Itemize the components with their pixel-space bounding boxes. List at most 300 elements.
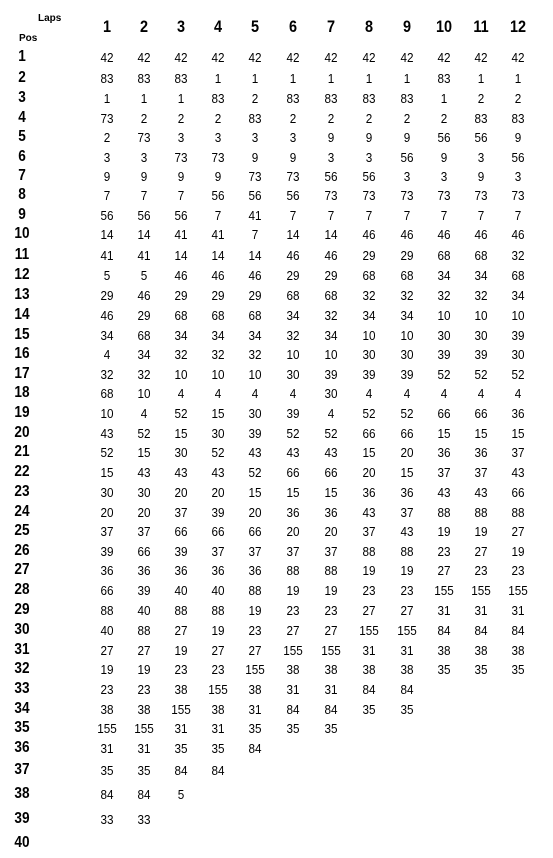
table-cell: 83 bbox=[511, 111, 525, 126]
table-cell: 4 bbox=[365, 386, 373, 401]
table-cell: 84 bbox=[400, 682, 414, 697]
position-label-30: 30 bbox=[14, 621, 30, 638]
table-cell: 15 bbox=[211, 406, 225, 421]
table-cell: 3 bbox=[365, 150, 373, 165]
table-cell: 33 bbox=[137, 812, 151, 827]
table-cell: 31 bbox=[324, 682, 338, 697]
table-cell: 68 bbox=[324, 288, 338, 303]
table-cell: 36 bbox=[511, 406, 525, 421]
position-label-22: 22 bbox=[14, 463, 30, 480]
table-cell: 31 bbox=[211, 721, 225, 736]
table-cell: 43 bbox=[100, 426, 114, 441]
table-cell: 43 bbox=[324, 445, 338, 460]
table-cell: 46 bbox=[437, 227, 451, 242]
table-cell: 30 bbox=[137, 485, 151, 500]
table-cell: 73 bbox=[362, 188, 376, 203]
table-cell: 31 bbox=[248, 702, 262, 717]
table-cell: 23 bbox=[137, 682, 151, 697]
table-cell: 9 bbox=[327, 130, 335, 145]
table-cell: 19 bbox=[137, 662, 151, 677]
table-cell: 56 bbox=[400, 150, 414, 165]
table-cell: 88 bbox=[362, 544, 376, 559]
table-cell: 42 bbox=[362, 50, 376, 65]
table-cell: 9 bbox=[403, 130, 411, 145]
table-cell: 155 bbox=[134, 721, 154, 736]
table-cell: 84 bbox=[474, 623, 488, 638]
table-cell: 29 bbox=[324, 268, 338, 283]
table-cell: 37 bbox=[100, 524, 114, 539]
table-cell: 39 bbox=[100, 544, 114, 559]
table-cell: 23 bbox=[400, 583, 414, 598]
table-cell: 1 bbox=[477, 71, 485, 86]
position-label-3: 3 bbox=[18, 89, 26, 106]
table-cell: 68 bbox=[511, 268, 525, 283]
position-label-13: 13 bbox=[14, 286, 30, 303]
table-cell: 84 bbox=[286, 702, 300, 717]
table-cell: 4 bbox=[327, 406, 335, 421]
table-cell: 29 bbox=[362, 248, 376, 263]
table-cell: 10 bbox=[437, 308, 451, 323]
table-cell: 3 bbox=[403, 169, 411, 184]
table-cell: 35 bbox=[400, 702, 414, 717]
table-cell: 20 bbox=[400, 445, 414, 460]
table-cell: 14 bbox=[137, 227, 151, 242]
table-cell: 30 bbox=[511, 347, 525, 362]
table-cell: 36 bbox=[211, 563, 225, 578]
table-cell: 20 bbox=[100, 505, 114, 520]
table-cell: 9 bbox=[140, 169, 148, 184]
table-cell: 43 bbox=[286, 445, 300, 460]
lap-header-3: 3 bbox=[176, 17, 186, 36]
table-cell: 29 bbox=[137, 308, 151, 323]
table-cell: 27 bbox=[174, 623, 188, 638]
table-cell: 37 bbox=[174, 505, 188, 520]
table-cell: 52 bbox=[362, 406, 376, 421]
table-cell: 27 bbox=[324, 623, 338, 638]
table-cell: 73 bbox=[324, 188, 338, 203]
table-cell: 34 bbox=[324, 328, 338, 343]
table-cell: 88 bbox=[137, 623, 151, 638]
table-cell: 1 bbox=[140, 91, 148, 106]
table-cell: 2 bbox=[514, 91, 522, 106]
table-cell: 155 bbox=[245, 662, 265, 677]
lap-header-2: 2 bbox=[139, 17, 149, 36]
table-cell: 56 bbox=[211, 188, 225, 203]
table-cell: 2 bbox=[477, 91, 485, 106]
table-cell: 30 bbox=[400, 347, 414, 362]
position-label-40: 40 bbox=[14, 834, 30, 851]
table-cell: 84 bbox=[137, 787, 151, 802]
table-cell: 88 bbox=[100, 603, 114, 618]
table-cell: 3 bbox=[327, 150, 335, 165]
position-label-8: 8 bbox=[18, 186, 26, 203]
table-cell: 27 bbox=[400, 603, 414, 618]
table-cell: 38 bbox=[400, 662, 414, 677]
table-cell: 9 bbox=[177, 169, 185, 184]
position-label-1: 1 bbox=[18, 48, 26, 65]
table-cell: 1 bbox=[514, 71, 522, 86]
table-cell: 10 bbox=[248, 367, 262, 382]
table-cell: 88 bbox=[174, 603, 188, 618]
table-cell: 14 bbox=[248, 248, 262, 263]
position-label-18: 18 bbox=[14, 384, 30, 401]
table-cell: 68 bbox=[362, 268, 376, 283]
table-cell: 39 bbox=[137, 583, 151, 598]
table-cell: 38 bbox=[174, 682, 188, 697]
table-cell: 4 bbox=[477, 386, 485, 401]
table-cell: 32 bbox=[211, 347, 225, 362]
lap-header-6: 6 bbox=[288, 17, 298, 36]
table-cell: 56 bbox=[174, 208, 188, 223]
table-cell: 30 bbox=[100, 485, 114, 500]
position-label-14: 14 bbox=[14, 306, 30, 323]
table-cell: 15 bbox=[174, 426, 188, 441]
table-cell: 37 bbox=[400, 505, 414, 520]
table-cell: 46 bbox=[286, 248, 300, 263]
table-cell: 32 bbox=[511, 248, 525, 263]
table-cell: 20 bbox=[174, 485, 188, 500]
table-cell: 30 bbox=[211, 426, 225, 441]
table-cell: 68 bbox=[100, 386, 114, 401]
table-cell: 68 bbox=[286, 288, 300, 303]
lap-header-8: 8 bbox=[364, 17, 374, 36]
table-cell: 84 bbox=[100, 787, 114, 802]
table-cell: 56 bbox=[248, 188, 262, 203]
table-cell: 84 bbox=[511, 623, 525, 638]
table-cell: 37 bbox=[248, 544, 262, 559]
table-cell: 27 bbox=[100, 643, 114, 658]
table-cell: 36 bbox=[474, 445, 488, 460]
table-cell: 37 bbox=[137, 524, 151, 539]
table-cell: 52 bbox=[174, 406, 188, 421]
table-cell: 84 bbox=[248, 741, 262, 756]
table-cell: 42 bbox=[174, 50, 188, 65]
position-label-36: 36 bbox=[14, 739, 30, 756]
table-cell: 27 bbox=[286, 623, 300, 638]
table-cell: 10 bbox=[174, 367, 188, 382]
table-cell: 52 bbox=[324, 426, 338, 441]
table-cell: 46 bbox=[248, 268, 262, 283]
table-cell: 27 bbox=[211, 643, 225, 658]
table-cell: 3 bbox=[214, 130, 222, 145]
table-cell: 42 bbox=[511, 50, 525, 65]
table-cell: 83 bbox=[174, 71, 188, 86]
table-cell: 68 bbox=[174, 308, 188, 323]
table-cell: 29 bbox=[211, 288, 225, 303]
table-cell: 35 bbox=[248, 721, 262, 736]
table-cell: 10 bbox=[100, 406, 114, 421]
lap-header-7: 7 bbox=[326, 17, 336, 36]
table-cell: 73 bbox=[174, 150, 188, 165]
table-cell: 9 bbox=[440, 150, 448, 165]
table-cell: 73 bbox=[437, 188, 451, 203]
table-cell: 30 bbox=[437, 328, 451, 343]
table-cell: 5 bbox=[140, 268, 148, 283]
table-cell: 1 bbox=[403, 71, 411, 86]
table-cell: 36 bbox=[137, 563, 151, 578]
table-cell: 31 bbox=[400, 643, 414, 658]
table-cell: 68 bbox=[248, 308, 262, 323]
table-cell: 34 bbox=[174, 328, 188, 343]
table-cell: 83 bbox=[137, 71, 151, 86]
table-cell: 35 bbox=[437, 662, 451, 677]
table-cell: 88 bbox=[324, 563, 338, 578]
table-cell: 43 bbox=[437, 485, 451, 500]
table-cell: 83 bbox=[474, 111, 488, 126]
lap-header-10: 10 bbox=[435, 17, 453, 36]
table-cell: 32 bbox=[137, 367, 151, 382]
table-cell: 52 bbox=[100, 445, 114, 460]
table-cell: 43 bbox=[474, 485, 488, 500]
table-cell: 66 bbox=[248, 524, 262, 539]
position-label-19: 19 bbox=[14, 404, 30, 421]
table-cell: 46 bbox=[324, 248, 338, 263]
table-cell: 41 bbox=[248, 208, 262, 223]
table-cell: 46 bbox=[137, 288, 151, 303]
table-cell: 33 bbox=[100, 812, 114, 827]
table-cell: 34 bbox=[400, 308, 414, 323]
table-cell: 7 bbox=[289, 208, 297, 223]
table-cell: 9 bbox=[289, 150, 297, 165]
table-cell: 46 bbox=[474, 227, 488, 242]
table-cell: 73 bbox=[474, 188, 488, 203]
table-cell: 10 bbox=[511, 308, 525, 323]
table-cell: 15 bbox=[474, 426, 488, 441]
position-label-9: 9 bbox=[18, 206, 26, 223]
table-cell: 43 bbox=[248, 445, 262, 460]
table-cell: 23 bbox=[100, 682, 114, 697]
table-cell: 39 bbox=[437, 347, 451, 362]
table-cell: 36 bbox=[174, 563, 188, 578]
table-cell: 52 bbox=[511, 367, 525, 382]
table-cell: 3 bbox=[514, 169, 522, 184]
table-cell: 52 bbox=[211, 445, 225, 460]
table-cell: 39 bbox=[474, 347, 488, 362]
table-cell: 83 bbox=[324, 91, 338, 106]
table-cell: 3 bbox=[251, 130, 259, 145]
table-cell: 2 bbox=[327, 111, 335, 126]
position-label-37: 37 bbox=[14, 761, 30, 778]
table-cell: 83 bbox=[437, 71, 451, 86]
table-cell: 56 bbox=[437, 130, 451, 145]
table-cell: 30 bbox=[286, 367, 300, 382]
table-cell: 14 bbox=[100, 227, 114, 242]
table-cell: 10 bbox=[324, 347, 338, 362]
table-cell: 1 bbox=[365, 71, 373, 86]
table-cell: 155 bbox=[359, 623, 379, 638]
table-cell: 46 bbox=[400, 227, 414, 242]
table-cell: 38 bbox=[286, 662, 300, 677]
table-cell: 41 bbox=[174, 227, 188, 242]
table-cell: 155 bbox=[434, 583, 454, 598]
table-cell: 42 bbox=[100, 50, 114, 65]
table-cell: 36 bbox=[100, 563, 114, 578]
table-cell: 1 bbox=[440, 91, 448, 106]
table-cell: 155 bbox=[283, 643, 303, 658]
table-cell: 34 bbox=[437, 268, 451, 283]
table-cell: 4 bbox=[214, 386, 222, 401]
table-cell: 38 bbox=[362, 662, 376, 677]
table-cell: 34 bbox=[474, 268, 488, 283]
table-cell: 32 bbox=[362, 288, 376, 303]
table-cell: 52 bbox=[248, 465, 262, 480]
table-cell: 56 bbox=[511, 150, 525, 165]
table-cell: 31 bbox=[100, 741, 114, 756]
table-cell: 23 bbox=[511, 563, 525, 578]
table-cell: 35 bbox=[511, 662, 525, 677]
table-cell: 7 bbox=[365, 208, 373, 223]
table-cell: 3 bbox=[440, 169, 448, 184]
table-cell: 83 bbox=[100, 71, 114, 86]
table-cell: 88 bbox=[248, 583, 262, 598]
table-cell: 15 bbox=[137, 445, 151, 460]
table-cell: 43 bbox=[362, 505, 376, 520]
table-cell: 35 bbox=[324, 721, 338, 736]
table-cell: 36 bbox=[248, 563, 262, 578]
lap-header-11: 11 bbox=[473, 17, 489, 36]
table-cell: 32 bbox=[100, 367, 114, 382]
table-cell: 1 bbox=[103, 91, 111, 106]
table-cell: 9 bbox=[251, 150, 259, 165]
table-cell: 83 bbox=[400, 91, 414, 106]
position-label-35: 35 bbox=[14, 719, 30, 736]
table-cell: 66 bbox=[100, 583, 114, 598]
table-cell: 68 bbox=[400, 268, 414, 283]
table-cell: 5 bbox=[177, 787, 185, 802]
table-cell: 7 bbox=[251, 227, 259, 242]
table-cell: 39 bbox=[248, 426, 262, 441]
position-label-5: 5 bbox=[18, 128, 26, 145]
table-cell: 4 bbox=[251, 386, 259, 401]
table-cell: 35 bbox=[100, 763, 114, 778]
table-cell: 2 bbox=[440, 111, 448, 126]
table-cell: 155 bbox=[321, 643, 341, 658]
position-label-28: 28 bbox=[14, 581, 30, 598]
table-cell: 36 bbox=[362, 485, 376, 500]
table-cell: 37 bbox=[362, 524, 376, 539]
table-cell: 41 bbox=[137, 248, 151, 263]
table-cell: 9 bbox=[103, 169, 111, 184]
table-cell: 38 bbox=[211, 702, 225, 717]
table-cell: 29 bbox=[400, 248, 414, 263]
position-label-12: 12 bbox=[14, 266, 30, 283]
table-cell: 41 bbox=[211, 227, 225, 242]
table-cell: 38 bbox=[100, 702, 114, 717]
table-cell: 73 bbox=[511, 188, 525, 203]
table-cell: 27 bbox=[248, 643, 262, 658]
lap-header-4: 4 bbox=[213, 17, 223, 36]
table-cell: 3 bbox=[103, 150, 111, 165]
table-cell: 68 bbox=[437, 248, 451, 263]
laps-header-label: Laps bbox=[38, 13, 62, 24]
table-cell: 39 bbox=[400, 367, 414, 382]
table-cell: 35 bbox=[137, 763, 151, 778]
lap-header-5: 5 bbox=[250, 17, 260, 36]
table-cell: 31 bbox=[511, 603, 525, 618]
table-cell: 29 bbox=[174, 288, 188, 303]
table-cell: 14 bbox=[324, 227, 338, 242]
table-cell: 30 bbox=[474, 328, 488, 343]
table-cell: 23 bbox=[211, 662, 225, 677]
table-cell: 4 bbox=[177, 386, 185, 401]
table-cell: 27 bbox=[362, 603, 376, 618]
table-cell: 68 bbox=[211, 308, 225, 323]
table-cell: 19 bbox=[174, 643, 188, 658]
table-cell: 73 bbox=[137, 130, 151, 145]
table-cell: 2 bbox=[403, 111, 411, 126]
table-cell: 56 bbox=[137, 208, 151, 223]
table-cell: 38 bbox=[474, 643, 488, 658]
table-cell: 14 bbox=[174, 248, 188, 263]
table-cell: 84 bbox=[437, 623, 451, 638]
position-label-23: 23 bbox=[14, 483, 30, 500]
table-cell: 42 bbox=[137, 50, 151, 65]
table-cell: 39 bbox=[362, 367, 376, 382]
table-cell: 36 bbox=[324, 505, 338, 520]
table-cell: 1 bbox=[214, 71, 222, 86]
table-cell: 66 bbox=[362, 426, 376, 441]
table-cell: 7 bbox=[440, 208, 448, 223]
table-cell: 2 bbox=[140, 111, 148, 126]
table-cell: 42 bbox=[248, 50, 262, 65]
table-cell: 2 bbox=[289, 111, 297, 126]
table-cell: 88 bbox=[474, 505, 488, 520]
table-cell: 7 bbox=[403, 208, 411, 223]
table-cell: 73 bbox=[100, 111, 114, 126]
table-cell: 3 bbox=[477, 150, 485, 165]
table-cell: 19 bbox=[211, 623, 225, 638]
table-cell: 31 bbox=[137, 741, 151, 756]
table-cell: 23 bbox=[437, 544, 451, 559]
table-cell: 4 bbox=[103, 347, 111, 362]
table-cell: 52 bbox=[437, 367, 451, 382]
position-label-7: 7 bbox=[18, 167, 26, 184]
table-cell: 42 bbox=[474, 50, 488, 65]
table-cell: 10 bbox=[474, 308, 488, 323]
table-cell: 23 bbox=[174, 662, 188, 677]
position-label-25: 25 bbox=[14, 522, 30, 539]
table-cell: 27 bbox=[511, 524, 525, 539]
table-cell: 19 bbox=[362, 563, 376, 578]
table-cell: 10 bbox=[286, 347, 300, 362]
table-cell: 4 bbox=[289, 386, 297, 401]
table-cell: 35 bbox=[211, 741, 225, 756]
position-label-38: 38 bbox=[14, 785, 30, 802]
table-cell: 43 bbox=[174, 465, 188, 480]
table-cell: 34 bbox=[137, 347, 151, 362]
table-cell: 30 bbox=[174, 445, 188, 460]
table-cell: 37 bbox=[211, 544, 225, 559]
position-label-17: 17 bbox=[14, 365, 30, 382]
table-cell: 2 bbox=[251, 91, 259, 106]
table-cell: 39 bbox=[511, 328, 525, 343]
table-cell: 35 bbox=[474, 662, 488, 677]
table-cell: 88 bbox=[286, 563, 300, 578]
table-cell: 73 bbox=[211, 150, 225, 165]
table-cell: 66 bbox=[437, 406, 451, 421]
table-cell: 32 bbox=[286, 328, 300, 343]
table-cell: 19 bbox=[511, 544, 525, 559]
table-cell: 38 bbox=[437, 643, 451, 658]
table-cell: 66 bbox=[286, 465, 300, 480]
position-label-34: 34 bbox=[14, 700, 30, 717]
table-cell: 46 bbox=[362, 227, 376, 242]
table-cell: 66 bbox=[211, 524, 225, 539]
position-label-39: 39 bbox=[14, 810, 30, 827]
table-cell: 38 bbox=[511, 643, 525, 658]
table-cell: 42 bbox=[437, 50, 451, 65]
position-label-15: 15 bbox=[14, 326, 30, 343]
